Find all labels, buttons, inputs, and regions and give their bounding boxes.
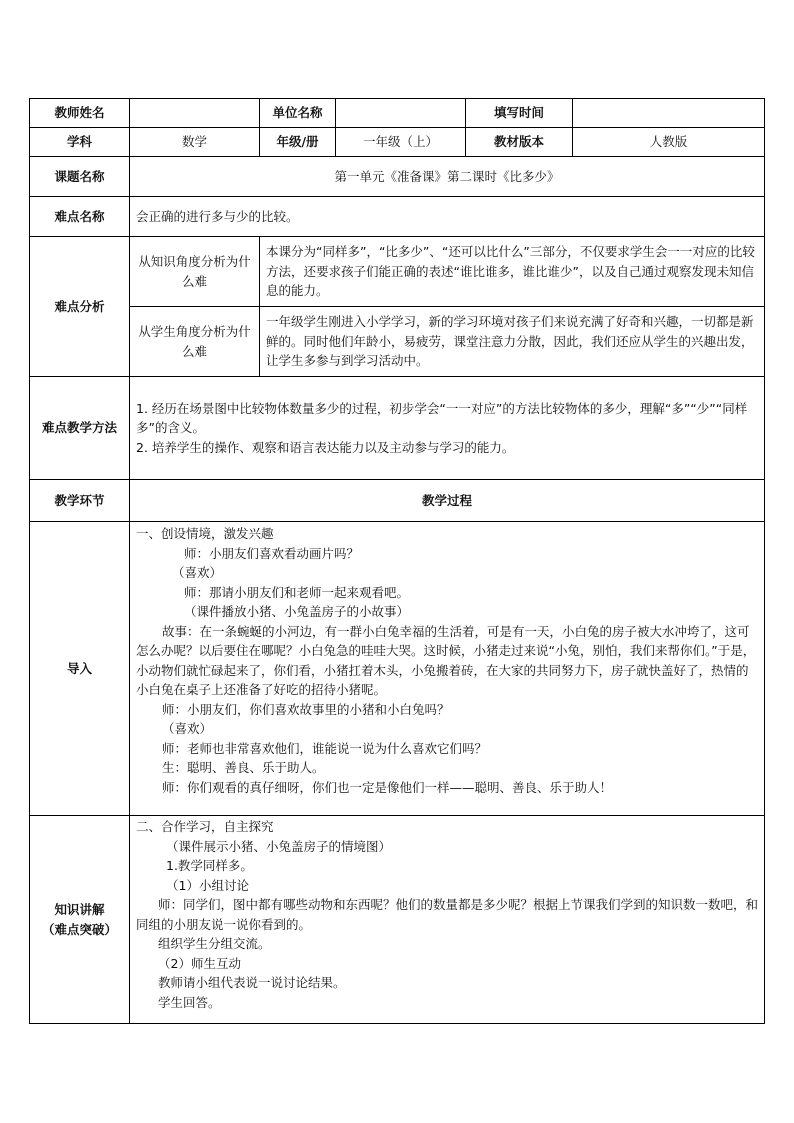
row-knowledge	[30, 816, 765, 1024]
subject-value: 数学	[130, 128, 260, 157]
lesson-title-value: 第一单元《准备课》第二课时《比多少》	[130, 157, 765, 197]
difficulty-name-label: 难点名称	[30, 197, 130, 237]
intro-line: 师：小朋友们喜欢看动画片吗？	[184, 545, 360, 561]
row-header-2	[30, 128, 765, 157]
row-intro	[30, 522, 765, 816]
edition-value: 人教版	[573, 128, 765, 157]
intro-line: （喜欢）	[162, 721, 213, 736]
row-difficulty-name	[30, 197, 765, 237]
knowledge-line: 组织学生分组交流。	[158, 936, 271, 951]
knowledge-label-1: 知识讲解	[54, 902, 105, 917]
method-item-1: 1. 经历在场景图中比较物体数量多少的过程，初步学会“一一对应”的方法比较物体的多少，理解“多”“少”“同样多”的含义。	[136, 400, 748, 436]
intro-content	[130, 522, 765, 816]
lesson-title-label: 课题名称	[30, 157, 130, 197]
row-process-header	[30, 480, 765, 522]
row-lesson-title	[30, 157, 765, 197]
knowledge-line: 1.教学同样多。	[166, 858, 253, 873]
row-analysis-student	[30, 307, 765, 377]
knowledge-label	[30, 816, 130, 1024]
knowledge-angle-text: 本课分为“同样多”，“比多少”、“还可以比什么”三部分，不仅要求学生会一一对应的比较方法，还要求孩子们能正确的表述“谁比谁多，谁比谁少”，以及自己通过观察发现未知信息的能力。	[260, 237, 765, 307]
fill-time-label: 填写时间	[466, 99, 573, 128]
intro-story: 故事：在一条蜿蜒的小河边，有一群小白兔幸福的生活着，可是有一天，小白兔的房子被大水冲垮了，这可怎么办呢？以后要住在哪呢？小白兔急的哇哇大哭。这时候，小猪走过来说“小兔，别怕，我们来帮你们。”于是，小动物们就忙碌起来了，你们看，小猪扛着木头，小兔搬着砖，在大家的共同努力下，房子就快盖好了，热情的小白兔在桌子上还准备了好吃的招待小猪呢。	[136, 623, 756, 697]
teaching-process-label: 教学过程	[130, 480, 765, 522]
knowledge-line: 教师请小组代表说一说讨论结果。	[158, 975, 346, 990]
intro-line: （课件播放小猪、小兔盖房子的小故事）	[184, 604, 410, 619]
edition-label: 教材版本	[466, 128, 573, 157]
knowledge-line: （课件展示小猪、小兔盖房子的情境图）	[166, 838, 392, 854]
intro-line: 师：小朋友们，你们喜欢故事里的小猪和小白兔吗？	[162, 701, 450, 717]
lesson-plan-table	[29, 98, 765, 1024]
grade-value: 一年级（上）	[336, 128, 466, 157]
teaching-method-text	[130, 377, 765, 480]
intro-line: 一、创设情境，激发兴趣	[136, 526, 274, 541]
subject-label: 学科	[30, 128, 130, 157]
intro-line: 师：那请小朋友们和老师一起来观看吧。	[184, 584, 410, 600]
teaching-method-label: 难点教学方法	[30, 377, 130, 480]
difficulty-name-value: 会正确的进行多与少的比较。	[130, 197, 765, 237]
intro-line: 师：老师也非常喜欢他们，谁能说一说为什么喜欢它们吗？	[162, 740, 488, 756]
row-teaching-method	[30, 377, 765, 480]
knowledge-label-2: （难点突破）	[41, 921, 117, 937]
intro-line: （喜欢）	[172, 565, 223, 580]
knowledge-line: 学生回答。	[158, 994, 221, 1010]
student-angle-label: 从学生角度分析为什么难	[130, 307, 260, 377]
grade-label: 年级/册	[260, 128, 336, 157]
intro-line: 生：聪明、善良、乐于助人。	[162, 760, 325, 775]
intro-line: 师：你们观看的真仔细呀，你们也一定是像他们一样——聪明、善良、乐于助人！	[162, 779, 613, 795]
fill-time-value[interactable]	[573, 99, 765, 128]
student-angle-text: 一年级学生刚进入小学学习，新的学习环境对孩子们来说充满了好奇和兴趣，一切都是新鲜的。同时他们年龄小，易疲劳，课堂注意力分散，因此，我们还应从学生的兴趣出发，让学生多参与到学习活动中。	[260, 307, 765, 377]
unit-name-value[interactable]	[336, 99, 466, 128]
knowledge-line: （2）师生互动	[158, 955, 241, 971]
row-header-1	[30, 99, 765, 128]
knowledge-line: （1）小组讨论	[166, 877, 249, 893]
teaching-stage-label: 教学环节	[30, 480, 130, 522]
row-analysis-knowledge	[30, 237, 765, 307]
teacher-name-value[interactable]	[130, 99, 260, 128]
method-item-2: 2. 培养学生的操作、观察和语言表达能力以及主动参与学习的能力。	[136, 439, 515, 455]
knowledge-line: 师：同学们，图中都有哪些动物和东西呢？他们的数量都是多少呢？根据上节课我们学到的知识数一数吧，和同组的小朋友说一说你看到的。	[136, 897, 759, 932]
unit-name-label: 单位名称	[260, 99, 336, 128]
knowledge-line: 二、合作学习，自主探究	[136, 819, 274, 834]
difficulty-analysis-label: 难点分析	[30, 237, 130, 377]
teacher-name-label: 教师姓名	[30, 99, 130, 128]
knowledge-angle-label: 从知识角度分析为什么难	[130, 237, 260, 307]
intro-label: 导入	[30, 522, 130, 816]
knowledge-content	[130, 816, 765, 1024]
